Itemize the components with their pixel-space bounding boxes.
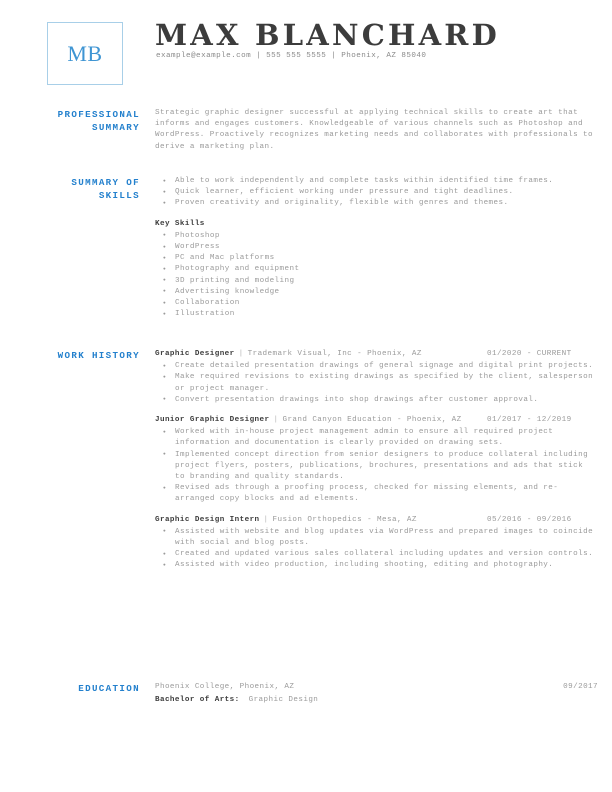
job-company: Trademark Visual, Inc - Phoenix, AZ (247, 350, 422, 358)
education-degree-field: Graphic Design (248, 696, 319, 705)
job-bullet-list (155, 361, 598, 406)
section-body-professional-summary (155, 108, 598, 153)
job-bullet-item: ● Assisted with website and blog updates via WordPress and prepared images to coincide with social and blog posts. (175, 527, 598, 549)
key-skill-item: ● Collaboration (175, 298, 598, 309)
section-heading-work-history (10, 349, 140, 362)
section-heading-education (10, 682, 140, 695)
job-bullet-item: ● Convert presentation drawings into shop drawings after customer approval. (175, 395, 598, 406)
resume-header (0, 0, 612, 100)
job-separator: | (238, 350, 244, 358)
education-date: 09/2017 (563, 683, 598, 691)
work-history-entry (155, 415, 598, 506)
key-skill-item: ● Illustration (175, 309, 598, 320)
skills-bullet-list (155, 176, 598, 210)
section-heading-professional-summary (10, 108, 140, 134)
heading-line-2: SKILLS (98, 190, 140, 201)
skill-bullet-item: ● Quick learner, efficient working under pressure and tight deadlines. (175, 187, 598, 198)
job-dates: 05/2016 - 09/2016 (487, 515, 572, 524)
key-skill-item: ● WordPress (175, 242, 598, 253)
job-company: Fusion Orthopedics - Mesa, AZ (272, 515, 417, 524)
candidate-name: MAX BLANCHARD (155, 18, 500, 52)
job-dates: 01/2017 - 12/2019 (487, 416, 572, 425)
work-history-entry (155, 515, 598, 572)
key-skills-title: Key Skills (155, 219, 205, 228)
summary-paragraph: Strategic graphic designer successful at applying technical skills to create art that informs and engages customers. Knowledgeable of various channels such as Photoshop and WordPress. Proactively recognizes marketing needs and collaborates with professionals to derive a marketing plan. (155, 109, 593, 151)
job-title: Junior Graphic Designer (155, 416, 270, 425)
job-header (155, 415, 598, 426)
job-separator: | (273, 416, 279, 425)
heading-line-1: PROFESSIONAL (57, 109, 140, 120)
job-bullet-list (155, 427, 598, 505)
monogram-initials: MB (67, 40, 103, 66)
education-row (155, 682, 598, 693)
heading-line-1: EDUCATION (78, 683, 140, 694)
key-skill-item: ● Photography and equipment (175, 264, 598, 275)
section-body-work-history (155, 349, 598, 572)
job-bullet-item: ● Created and updated various sales collateral including updates and version controls. (175, 549, 598, 560)
job-bullet-item: ● Worked with in-house project management admin to ensure all required project information and documentation is clearly provided on drawing sets. (175, 427, 598, 449)
section-heading-summary-of-skills (10, 176, 140, 202)
skill-bullet-item: ● Able to work independently and complete tasks within identified time frames. (175, 176, 598, 187)
key-skill-item: ● Advertising knowledge (175, 287, 598, 298)
job-bullet-item: ● Implemented concept direction from senior designers to produce collateral including project flyers, posters, publications, brochures, presentations and ads that stick to branding and quality standards. (175, 450, 598, 484)
job-bullet-item: ● Make required revisions to existing drawings as specified by the client, salesperson or project manager. (175, 372, 598, 394)
skill-bullet-item: ● Proven creativity and originality, flexible with genres and themes. (175, 198, 598, 209)
key-skills-list (155, 231, 598, 321)
section-body-education (155, 682, 598, 706)
job-separator: | (263, 515, 269, 524)
job-company: Grand Canyon Education - Phoenix, AZ (282, 416, 462, 425)
job-title: Graphic Design Intern (155, 515, 260, 524)
work-history-entry (155, 349, 598, 406)
job-title: Graphic Designer (155, 350, 235, 358)
job-bullet-item: ● Assisted with video production, including shooting, editing and photography. (175, 560, 598, 571)
job-header (155, 515, 598, 526)
section-body-summary-of-skills (155, 176, 598, 320)
contact-line: example@example.com | 555 555 5555 | Phoenix, AZ 85040 (156, 52, 427, 60)
key-skill-item: ● Photoshop (175, 231, 598, 242)
education-degree-row (155, 695, 598, 706)
heading-line-1: WORK HISTORY (57, 350, 140, 361)
job-header (155, 349, 598, 360)
job-dates: 01/2020 - CURRENT (487, 350, 572, 358)
key-skill-item: ● 3D printing and modeling (175, 276, 598, 287)
key-skill-item: ● PC and Mac platforms (175, 253, 598, 264)
education-degree-label: Bachelor of Arts: (155, 696, 240, 705)
monogram-box (47, 22, 123, 85)
job-bullet-list (155, 527, 598, 572)
job-bullet-item: ● Create detailed presentation drawings of general signage and digital print projects. (175, 361, 598, 372)
education-school: Phoenix College, Phoenix, AZ (155, 683, 295, 691)
heading-line-2: SUMMARY (91, 122, 140, 133)
heading-line-1: SUMMARY OF (71, 177, 140, 188)
job-bullet-item: ● Revised ads through a proofing process, checked for missing elements, and re-arranged copy blocks and ad elements. (175, 483, 598, 505)
